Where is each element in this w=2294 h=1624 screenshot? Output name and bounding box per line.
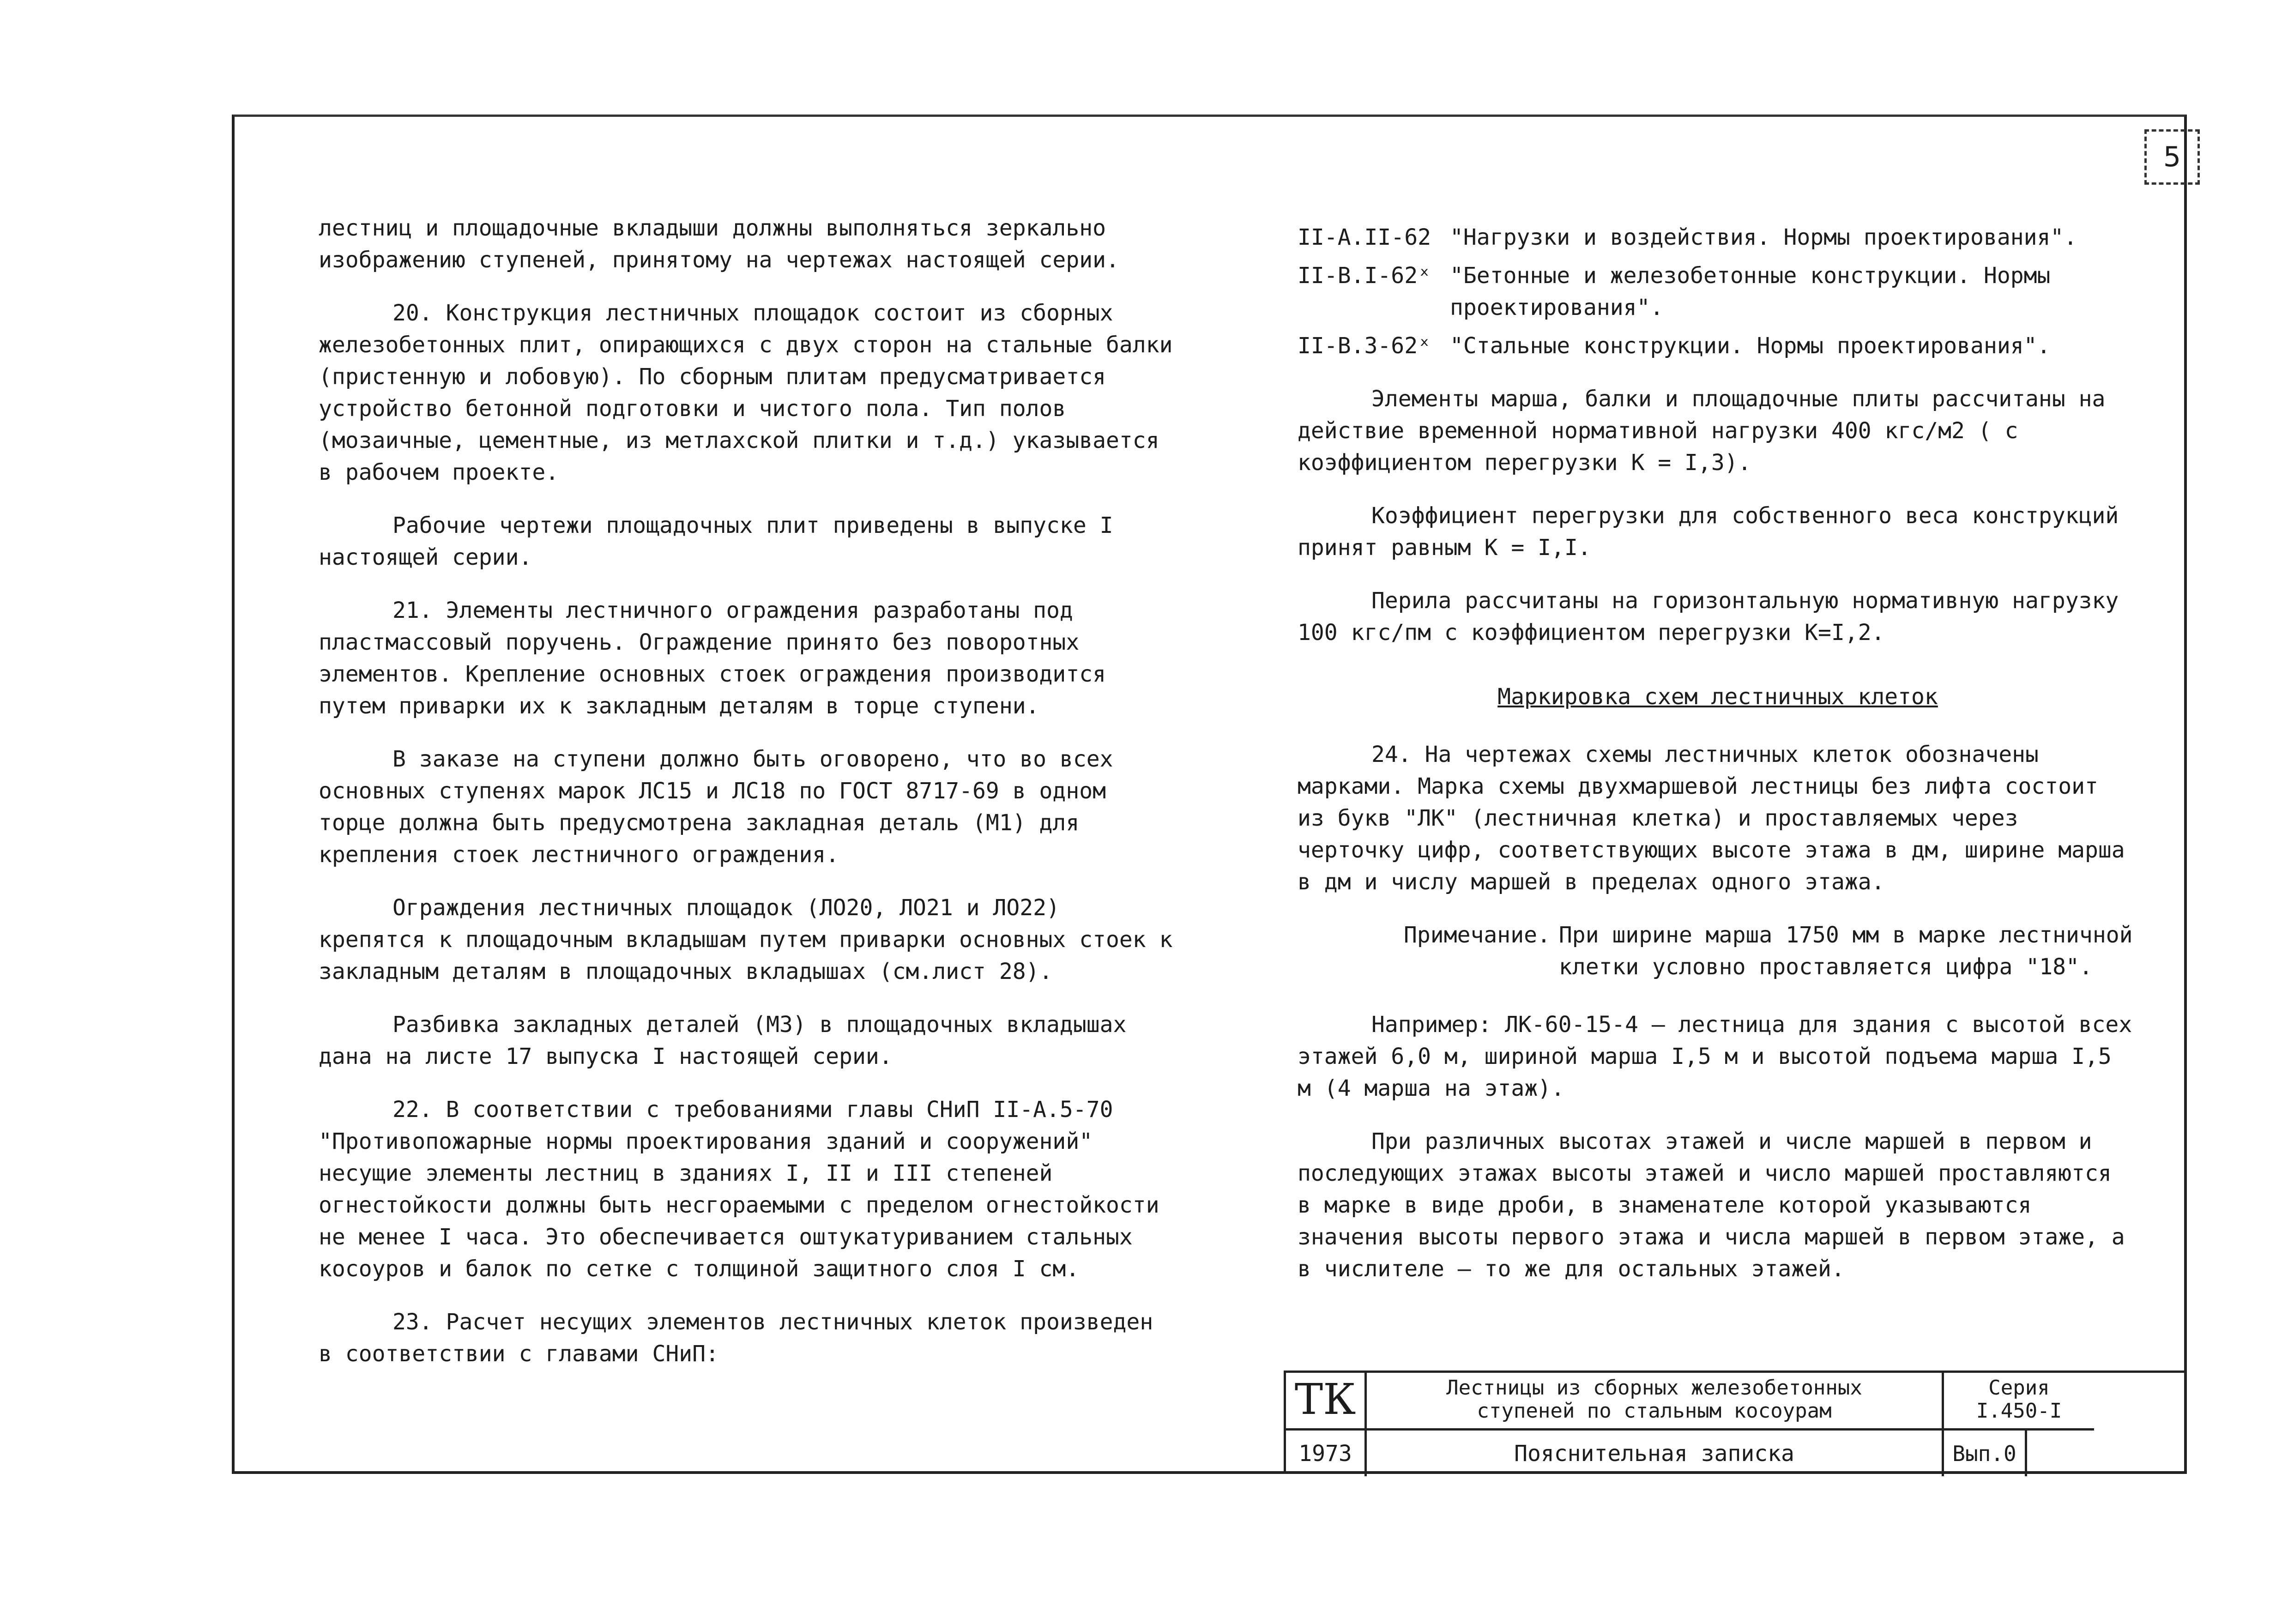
reference-title: "Нагрузки и воздействия. Нормы проектирования". [1450, 224, 2077, 250]
paragraph-plates: Рабочие чертежи площадочных плит приведены в выпуске I настоящей серии. [319, 513, 1113, 570]
section-title: Маркировка схем лестничных клеток [1497, 684, 1938, 710]
paragraph-embedded-parts: Разбивка закладных деталей (М3) в площадочных вкладышах дана на листе 17 выпуска I настоящей серии. [319, 1012, 1127, 1069]
paragraph-order: В заказе на ступени должно быть оговорено, что во всех основных ступенях марок ЛС15 и ЛС18 по ГОСТ 8717-69 в одном торце должна быть предусмотрена закладная деталь (М1) для крепления стоек лестничного ограждения. [319, 746, 1113, 868]
reference-code: II-В.I-62ˣ [1298, 263, 1431, 289]
left-column [319, 212, 1177, 1391]
reference-row [1298, 330, 2138, 362]
paragraph-continuation: лестниц и площадочные вкладыши должны выполняться зеркально изображению ступеней, принятому на чертежах настоящей серии. [319, 215, 1119, 273]
series-value: I.450-I [1976, 1399, 2062, 1423]
title-line-2: ступеней по стальным косоурам [1477, 1399, 1832, 1423]
paragraph-handrail-load: Перила рассчитаны на горизонтальную нормативную нагрузку 100 кгс/пм с коэффициентом перегрузки К=I,2. [1298, 588, 2119, 646]
reference-row [1298, 260, 2138, 324]
paragraph-example: Например: ЛК-60-15-4 – лестница для здания с высотой всех этажей 6,0 м, шириной марша I,5 м и высотой подъема марша I,5 м (4 марша на этаж). [1298, 1012, 2132, 1101]
title-block [1284, 1370, 2187, 1474]
series-label: Серия [1988, 1376, 2050, 1400]
paragraph-self-weight: Коэффициент перегрузки для собственного веса конструкций принят равным К = I,I. [1298, 503, 2119, 561]
paragraph-20: 20. Конструкция лестничных площадок состоит из сборных железобетонных плит, опирающихся с двух сторон на стальные балки (пристенную и лобовую). По сборным плитам предусматривается устройство бетонной подготовки и чистого пола. Тип полов (мозаичные, цементные, из метлахской плитки и т.д.) указывается в рабочем проекте. [319, 300, 1173, 485]
note [1404, 919, 2138, 983]
reference-code: II-А.II-62 [1298, 224, 1431, 250]
paragraph-railings: Ограждения лестничных площадок (ЛО20, ЛО21 и ЛО22) крепятся к площадочным вкладышам путем приварки основных стоек к закладным деталям в площадочных вкладышах (см.лист 28). [319, 895, 1173, 984]
reference-title: "Стальные конструкции. Нормы проектирования". [1450, 333, 2051, 359]
page-number: 5 [2144, 129, 2200, 185]
title-block-issue-value [2025, 1428, 2094, 1476]
paragraph-22: 22. В соответствии с требованиями главы СНиП II-А.5-70 "Противопожарные нормы проектирования зданий и сооружений" несущие элементы лестниц в зданиях I, II и III степеней огнестойкости должны быть несгораемыми с пределом огнестойкости не менее I часа. Это обеспечивается оштукатуриванием стальных косоуров и балок по сетке с толщиной защитного слоя I см. [319, 1097, 1159, 1282]
title-block-org: ТК [1294, 1375, 1356, 1424]
title-block-doc-name: Пояснительная записка [1364, 1428, 1942, 1476]
paragraph-fraction: При различных высотах этажей и числе маршей в первом и последующих этажах высоты этажей и число маршей проставляются в марке в виде дроби, в знаменателе которой указываются значения высоты первого этажа и числа маршей в первом этаже, а в числителе – то же для остальных этажей. [1298, 1129, 2125, 1282]
right-column [1298, 222, 2138, 1306]
title-block-title [1364, 1373, 1942, 1428]
reference-row [1298, 222, 2138, 254]
reference-code: II-В.3-62ˣ [1298, 333, 1431, 359]
title-line-1: Лестницы из сборных железобетонных [1446, 1376, 1862, 1400]
reference-title: "Бетонные и железобетонные конструкции. Нормы проектирования". [1450, 263, 2051, 320]
title-block-year: 1973 [1286, 1428, 1364, 1476]
note-label: Примечание. [1404, 922, 1551, 948]
paragraph-24: 24. На чертежах схемы лестничных клеток обозначены марками. Марка схемы двухмаршевой лестницы без лифта состоит из букв "ЛК" (лестничная клетка) и проставляемых через черточку цифр, соответствующих высоте этажа в дм, ширине марша в дм и числу маршей в пределах одного этажа. [1298, 742, 2125, 895]
title-block-issue: Вып.0 [1942, 1428, 2025, 1476]
note-text: При ширине марша 1750 мм в марке лестничной клетки условно проставляется цифра "18". [1558, 922, 2133, 980]
paragraph-21: 21. Элементы лестничного ограждения разработаны под пластмассовый поручень. Ограждение принято без поворотных элементов. Крепление основных стоек ограждения производится путем приварки их к закладным деталям в торце ступени. [319, 598, 1106, 719]
paragraph-loads: Элементы марша, балки и площадочные плиты рассчитаны на действие временной нормативной нагрузки 400 кгс/м2 ( с коэффициентом перегрузки К = I,3). [1298, 386, 2106, 476]
paragraph-23: 23. Расчет несущих элементов лестничных клеток произведен в соответствии с главами СНиП: [319, 1309, 1153, 1367]
title-block-series [1942, 1373, 2094, 1428]
